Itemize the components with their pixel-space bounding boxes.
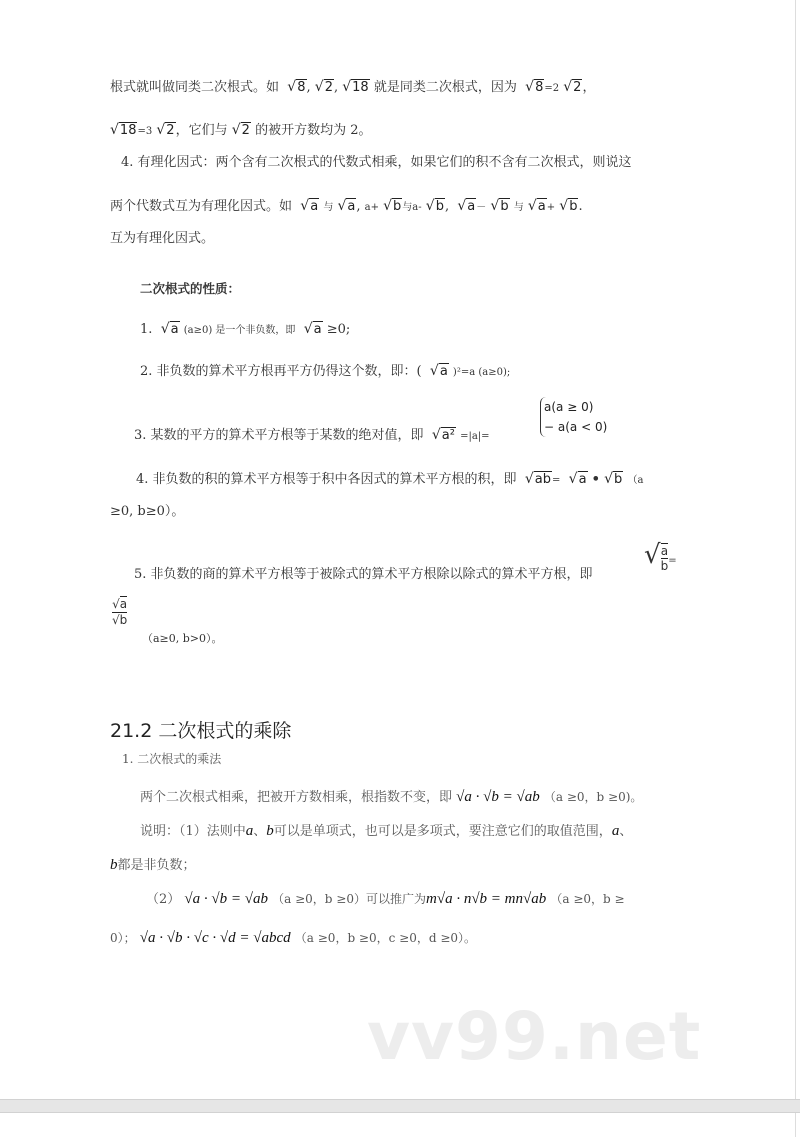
property-4-cont: ≥0, b≥0）。 [110,504,185,519]
text: （a [627,475,644,486]
sqrt-a: √a [527,198,546,214]
sqrt-a: √a [160,321,179,337]
sqrt-a: √a [303,321,322,337]
similar-radicals-line-1: 根式就叫做同类二次根式。如 √8, √2, √18 就是同类二次根式，因为 √8=2 √2， [110,79,596,95]
sqrt-8: √8 [525,79,544,95]
text: =|a|= [460,431,490,442]
sqrt-a: √a [300,198,319,214]
sqrt-b: √b [490,198,509,214]
sqrt-2: √2 [231,122,250,138]
four-factor-formula: √a · √b · √c · √d = √abcd [139,930,291,946]
text: 2. 非负数的算术平方根再平方仍得这个数，即：( [140,364,422,379]
text: ， [582,80,596,95]
text: 与 [513,202,524,213]
text: 1. [140,322,153,337]
sqrt-a: √a [457,198,476,214]
multiplication-rule [140,788,642,807]
note-2 [146,890,625,909]
text: + [546,202,556,213]
text: 都是非负数； [117,858,196,873]
note-3 [110,929,476,948]
text: 0）； [110,931,136,945]
text: ≥0; [326,322,351,337]
property-1 [140,320,350,340]
text: = [668,555,677,566]
sqrt-2: √2 [563,79,582,95]
sqrt-18: √18 [342,79,369,95]
text: （a ≥0，b ≥0)。 [543,790,643,804]
text: 、 [619,824,633,839]
text: )²=a (a≥0); [452,367,511,378]
sqrt-a: √a [568,471,587,487]
rational-factor-line-2: 两个代数式互为有理化因式。如 √a 与 √a, a+ √b与a- √b, √a－ √b 与 √a+ √b. [110,198,583,214]
properties-title: 二次根式的性质： [140,281,241,296]
note-1-cont [110,856,196,875]
text: 可以是单项式，也可以是多项式，要注意它们的取值范围， [273,824,612,839]
sqrt-a: √a [429,363,448,379]
text: 、 [253,824,267,839]
sqrt-b: √b [559,198,578,214]
page-separator [0,1099,800,1113]
var-b: b [110,857,118,873]
similar-radicals-line-2 [110,121,371,141]
text: = [551,475,561,486]
text: （a ≥0，b ≥0）可以推广为 [272,892,426,906]
text: 两个代数式互为有理化因式。如 [110,199,293,214]
sqrt-a-squared: √a² [431,427,455,443]
note-1 [140,822,632,841]
property-3 [134,426,490,446]
sqrt-b: √b [383,198,402,214]
text: =3 [137,126,153,137]
text: 与 [323,202,334,213]
generalized-formula: m√a · n√b = mn√ab [426,891,547,907]
sqrt-ab: √ab [524,471,551,487]
var-b: b [266,823,274,839]
sqrt-18: √18 [110,122,137,138]
text: 的被开方数均为 2。 [255,123,372,138]
case-nonnegative: a(a ≥ 0) [544,400,594,414]
text: （2） [146,892,181,907]
case-negative: − a(a < 0) [544,420,608,434]
text: 3. 某数的平方的算术平方根等于某数的绝对值，即 [134,428,424,443]
dot: • [591,472,600,487]
text: 4. 非负数的积的算术平方根等于积中各因式的算术平方根的积，即 [136,472,517,487]
sqrt-2: √2 [156,122,175,138]
property-4 [136,470,643,490]
property-2 [140,362,510,382]
rational-factor-line-1: 4. 有理化因式：两个含有二次根式的代数式相乘，如果它们的积不含有二次根式，则说这 [121,155,632,170]
text: 根式就叫做同类二次根式。如 [110,80,280,95]
text: a+ [364,202,379,213]
text: (a≥0) 是一个非负数，即 [183,325,296,336]
property-5: 5. 非负数的商的算术平方根等于被除式的算术平方根除以除式的算术平方根，即 [134,567,593,582]
sqrt-a: √a [337,198,356,214]
property-5-cond: （a≥0, b>0）。 [142,632,223,645]
text: 说明：（1）法则中 [140,824,246,839]
rational-factor-line-3: 互为有理化因式。 [110,231,215,246]
text: － [476,202,487,213]
piecewise-abs-value [540,397,607,437]
var-a: a [245,823,254,839]
sqrt-b: √b [604,471,623,487]
sqrt-b: √b [425,198,444,214]
sqrt-2: √2 [314,79,333,95]
text: 与 [402,202,413,213]
text: a- [412,202,422,213]
formula: √a · √b = √ab [184,891,268,907]
fraction-sqrt-a-over-sqrt-b: $\frac{√a}{√b}$ [112,597,128,627]
next-page [0,1113,796,1137]
sqrt-8: √8 [287,79,306,95]
text: 两个二次根式相乘，把被开方数相乘，根指数不变，即 [140,790,453,805]
text: （a ≥0，b ≥0，c ≥0，d ≥0）。 [294,931,477,945]
text: =2 [544,83,560,94]
text: （a ≥0，b ≥ [550,892,625,906]
section-heading: 21.2 二次根式的乘除 [110,720,292,742]
text: 就是同类二次根式，因为 [373,80,517,95]
var-a: a [611,823,620,839]
sqrt-fraction-a-over-b: √ $\frac{a}{b}$ = [644,540,677,573]
watermark: vv99.net [367,998,702,1075]
text: ，它们与 [175,123,228,138]
subsection-multiplication: 1. 二次根式的乘法 [122,752,222,766]
formula: √a · √b = √ab [456,789,540,805]
